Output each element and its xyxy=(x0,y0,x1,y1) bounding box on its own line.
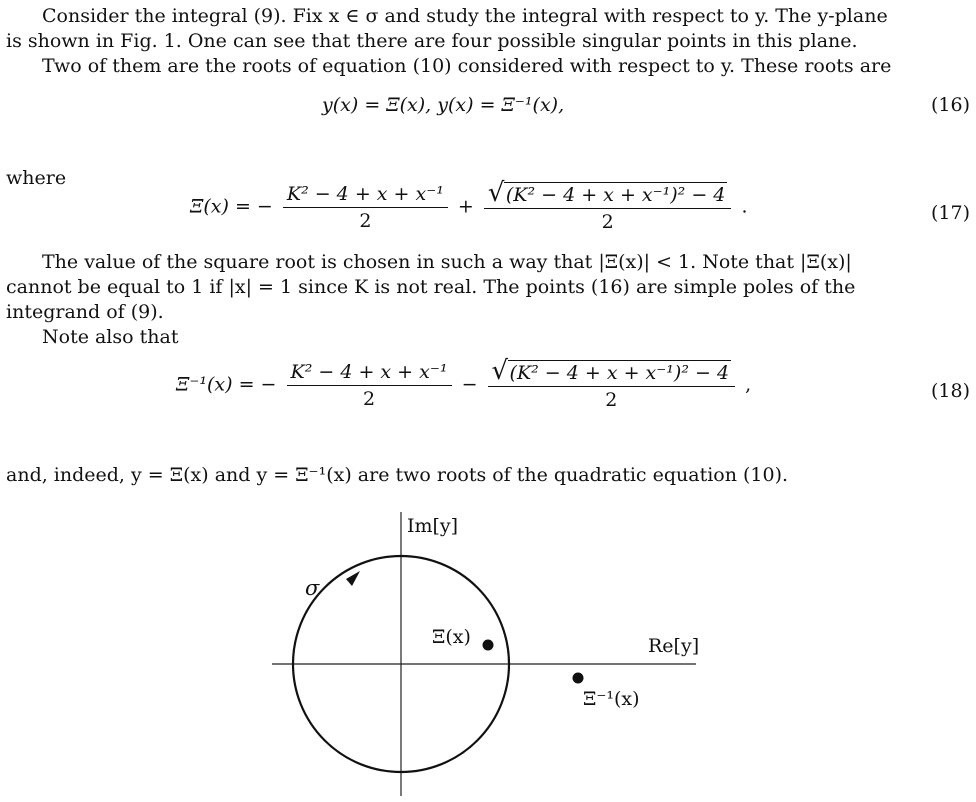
paragraph-line: where xyxy=(6,167,67,189)
xi-inverse-label: Ξ⁻¹(x) xyxy=(583,688,640,710)
fraction-denominator: 2 xyxy=(359,210,372,232)
radical-sign-icon: √ xyxy=(487,178,505,208)
paragraph-line: and, indeed, y = Ξ(x) and y = Ξ⁻¹(x) are two roots of the quadratic equation (10). xyxy=(6,464,789,486)
equation-16-body: y(x) = Ξ(x), y(x) = Ξ⁻¹(x), xyxy=(322,94,565,116)
contour-direction-arrow-icon xyxy=(346,571,360,586)
paragraph-line: integrand of (9). xyxy=(6,301,164,323)
radicand: (K² − 4 + x + x⁻¹)² − 4 xyxy=(509,362,730,384)
equation-number: (16) xyxy=(930,94,970,116)
imaginary-axis-label: Im[y] xyxy=(407,515,459,537)
paragraph-line: Note also that xyxy=(42,326,179,348)
radicand: (K² − 4 + x + x⁻¹)² − 4 xyxy=(505,184,726,206)
fraction-denominator: 2 xyxy=(605,389,618,411)
paragraph-line: is shown in Fig. 1. One can see that there are four possible singular points in this plane. xyxy=(6,30,858,52)
equation-number: (18) xyxy=(930,380,970,402)
fraction-numerator: K² − 4 + x + x⁻¹ xyxy=(283,183,448,208)
fraction-denominator: 2 xyxy=(601,211,614,233)
pole-xi-inverse-marker xyxy=(573,673,584,684)
equation-punctuation: , xyxy=(745,373,752,396)
real-axis-label: Re[y] xyxy=(648,635,700,657)
equation-operator: + xyxy=(457,195,474,218)
paragraph-line: cannot be equal to 1 if |x| = 1 since K is not real. The points (16) are simple poles of the xyxy=(6,276,856,298)
paragraph-line: Consider the integral (9). Fix x ∈ σ and study the integral with respect to y. The y-plane xyxy=(42,5,888,27)
equation-lhs: Ξ⁻¹(x) = − xyxy=(176,373,277,396)
radical-sign-icon: √ xyxy=(491,356,509,386)
paragraph-line: The value of the square root is chosen in such a way that |Ξ(x)| < 1. Note that |Ξ(x)| xyxy=(42,251,852,273)
equation-punctuation: . xyxy=(741,195,748,218)
pole-xi-marker xyxy=(483,640,494,651)
equation-number: (17) xyxy=(930,202,970,224)
equation-lhs: Ξ(x) = − xyxy=(190,195,273,218)
equation-operator: − xyxy=(461,373,478,396)
paragraph-line: Two of them are the roots of equation (10) considered with respect to y. These roots are xyxy=(42,55,892,77)
sigma-label: σ xyxy=(305,576,320,600)
xi-label: Ξ(x) xyxy=(432,626,471,648)
fraction-denominator: 2 xyxy=(362,388,376,410)
fraction-numerator: K² − 4 + x + x⁻¹ xyxy=(287,361,452,386)
